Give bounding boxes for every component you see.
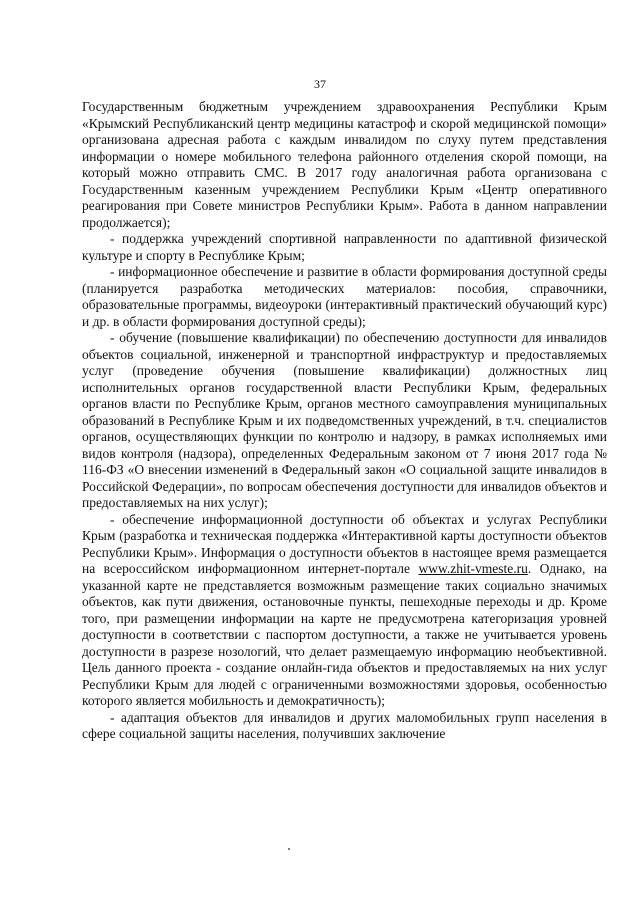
paragraph-5-text-before: - обеспечение информационной доступности об объектах и услугах Республики Крым (разработка и техническая поддержка «Интерактивной карты доступности объектов Республики Крым». Информация о доступности объектов в настоящее время размещается на всероссийском информационном интернет-портале: [82, 511, 607, 576]
paragraph-3: - информационное обеспечение и развитие в области формирования доступной среды (планируется разработка методических материалов: пособия, справочники, образовательные программы, видеоуроки (интерактивный практический обучающий курс) и др. в области формирования доступной среды);: [82, 264, 607, 329]
paragraph-4: - обучение (повышение квалификации) по обеспечению доступности для инвалидов объектов социальной, инженерной и транспортной инфраструктур и предоставляемых услуг (проведение обучения (повышение квалификации) должностных лиц исполнительных органов государственной власти Республики Крым, федеральных органов власти по Республике Крым, органов местного самоуправления муниципальных образований в Республике Крым и их подведомственных учреждений, в т.ч. специалистов органов, осуществляющих функции по контролю и надзору, в рамках исполняемых ими видов контроля (надзора), определенных Федеральным законом от 7 июня 2017 года № 116-ФЗ «О внесении изменений в Федеральный закон «О социальной защите инвалидов в Российской Федерации», по вопросам обеспечения доступности для инвалидов объектов и предоставляемых на них услуг);: [82, 330, 607, 510]
zhit-vmeste-link[interactable]: www.zhit-vmeste.ru: [418, 561, 528, 576]
page-number: 37: [314, 77, 326, 91]
paragraph-2: - поддержка учреждений спортивной направленности по адаптивной физической культуре и спорту в Республике Крым;: [82, 231, 607, 263]
body-text: [82, 99, 607, 743]
paragraph-5-text-after: . Однако, на указанной карте не представляется возможным размещение таких социально значимых объектов, как пути движения, остановочные пункты, пешеходные переходы и др. Кроме того, при размещении информации на карте не предусмотрена категоризация уровней доступности в соответствии с паспортом доступности, а также не учитывается уровень доступности в разрезе нозологий, что делает размещаемую информацию необъективной. Цель данного проекта - создание онлайн-гида объектов и предоставляемых на них услуг Республики Крым для людей с ограниченными возможностями здоровья, особенностью которого является мобильность и демократичность);: [82, 561, 608, 708]
paragraph-1: Государственным бюджетным учреждением здравоохранения Республики Крым «Крымский Республиканский центр медицины катастроф и скорой медицинской помощи» организована адресная работа с каждым инвалидом по слуху путем представления информации о номере мобильного телефона районного отделения скорой помощи, на который можно отправить СМС. В 2017 году аналогичная работа организована с Государственным казенным учреждением Республики Крым «Центр оперативного реагирования при Совете министров Республики Крым». Работа в данном направлении продолжается);: [82, 99, 607, 230]
scan-speck: [288, 848, 290, 850]
paragraph-6: - адаптация объектов для инвалидов и других маломобильных групп населения в сфере социальной защиты населения, получивших заключение: [82, 709, 607, 741]
paragraph-5: [82, 512, 607, 710]
